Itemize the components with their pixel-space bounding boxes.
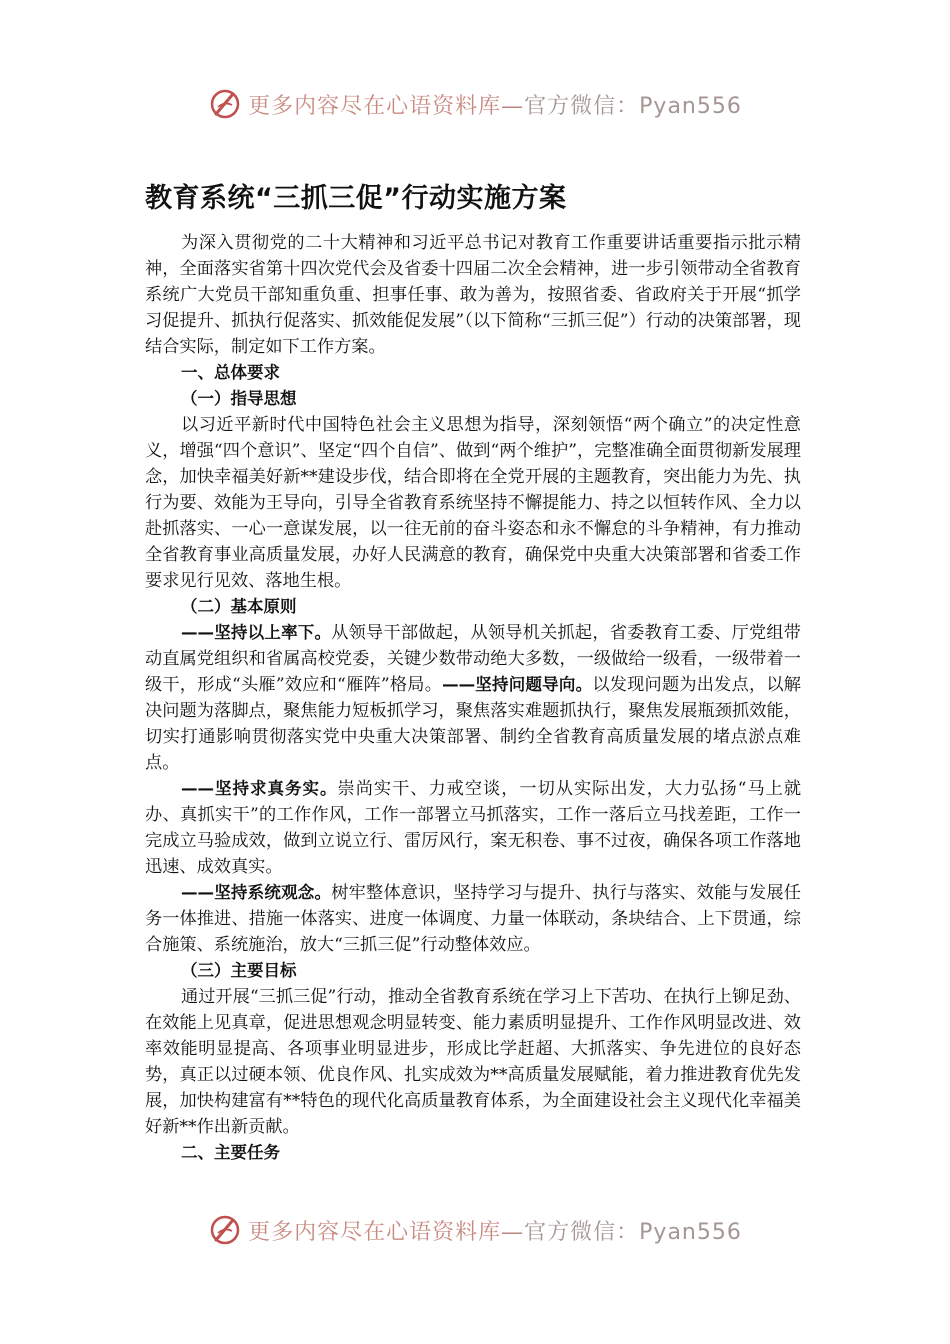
principle-text-pragmatic: 崇尚实干、力戒空谈，一切从实际出发，大力弘扬“马上就办、真抓实干”的工作作风，工作一部署立马抓落实，工作一落后立马找差距，工作一完成立马验成效，做到立说立行、雷厉风行，案无积卷、事不过夜，确保各项工作落地迅速、成效真实。 bbox=[145, 779, 802, 877]
section-heading-main-tasks: 二、主要任务 bbox=[181, 1143, 280, 1162]
principles-paragraph-1 bbox=[145, 620, 801, 776]
principle-lead-top-down: ——坚持以上率下。 bbox=[181, 623, 332, 642]
footer-watermark-banner bbox=[0, 1210, 950, 1250]
subsection-heading-main-goals: （三）主要目标 bbox=[181, 961, 297, 980]
section-heading-general-requirements: 一、总体要求 bbox=[181, 363, 280, 382]
subsection-heading-guiding-ideology: （一）指导思想 bbox=[181, 389, 297, 408]
principles-paragraph-2 bbox=[145, 776, 801, 880]
main-goals-paragraph: 通过开展“三抓三促”行动，推动全省教育系统在学习上下苦功、在执行上铆足劲、在效能上见真章，促进思想观念明显转变、能力素质明显提升、工作作风明显改进、效率效能明显提高、各项事业明显进步，形成比学赶超、大抓落实、争先进位的良好态势，真正以过硬本领、优良作风、扎实成效为**高质量发展赋能，着力推进教育优先发展，加快构建富有**特色的现代化高质量教育体系，为全面建设社会主义现代化幸福美好新**作出新贡献。 bbox=[145, 987, 801, 1137]
principle-text-top-down: 从领导干部做起，从领导机关抓起，省委教育工委、厅党组带动直属党组织和省属高校党委，关键少数带动绝大多数，一级做给一级看，一级带着一级干，形成“头雁”效应和“雁阵”格局。 bbox=[145, 623, 801, 695]
pen-logo-icon bbox=[208, 1213, 242, 1247]
principles-paragraph-3 bbox=[145, 880, 801, 958]
guiding-ideology-paragraph: 以习近平新时代中国特色社会主义思想为指导，深刻领悟“两个确立”的决定性意义，增强“四个意识”、坚定“四个自信”、做到“两个维护”，完整准确全面贯彻新发展理念，加快幸福美好新**建设步伐，结合即将在全党开展的主题教育，突出能力为先、执行为要、效能为王导向，引导全省教育系统坚持不懈提能力、持之以恒转作风、全力以赴抓落实、一心一意谋发展，以一往无前的奋斗姿态和永不懈怠的斗争精神，有力推动全省教育事业高质量发展，办好人民满意的教育，确保党中央重大决策部署和省委工作要求见行见效、落地生根。 bbox=[145, 415, 801, 591]
intro-paragraph: 为深入贯彻党的二十大精神和习近平总书记对教育工作重要讲话重要指示批示精神，全面落实省第十四次党代会及省委十四届二次全会精神，进一步引领带动全省教育系统广大党员干部知重负重、担事任事、敢为善为，按照省委、省政府关于开展“抓学习促提升、抓执行促落实、抓效能促发展”（以下简称“三抓三促”）行动的决策部署，现结合实际，制定如下工作方案。 bbox=[145, 233, 801, 357]
principle-lead-systemic: ——坚持系统观念。 bbox=[181, 883, 332, 902]
principle-text-systemic: 树牢整体意识，坚持学习与提升、执行与落实、效能与发展任务一体推进、措施一体落实、进度一体调度、力量一体联动，条块结合、上下贯通，综合施策、系统施治，放大“三抓三促”行动整体效应。 bbox=[145, 883, 801, 955]
document-title: 教育系统“三抓三促”行动实施方案 bbox=[145, 183, 567, 214]
principle-text-problem-oriented: 以发现问题为出发点，以解决问题为落脚点，聚焦能力短板抓学习，聚焦落实难题抓执行，聚焦发展瓶颈抓效能，切实打通影响贯彻落实党中央重大决策部署、制约全省教育高质量发展的堵点淤点难点。 bbox=[145, 675, 801, 773]
principle-lead-pragmatic: ——坚持求真务实。 bbox=[181, 779, 338, 798]
header-watermark-banner bbox=[0, 84, 950, 124]
subsection-heading-basic-principles: （二）基本原则 bbox=[181, 597, 297, 616]
document-body bbox=[145, 230, 801, 1166]
principle-lead-problem-oriented: ——坚持问题导向。 bbox=[442, 675, 593, 694]
pen-logo-icon bbox=[208, 87, 242, 121]
watermark-text: 更多内容尽在心语资料库—官方微信：Pyan556 bbox=[248, 1219, 742, 1245]
watermark-text: 更多内容尽在心语资料库—官方微信：Pyan556 bbox=[248, 93, 742, 119]
